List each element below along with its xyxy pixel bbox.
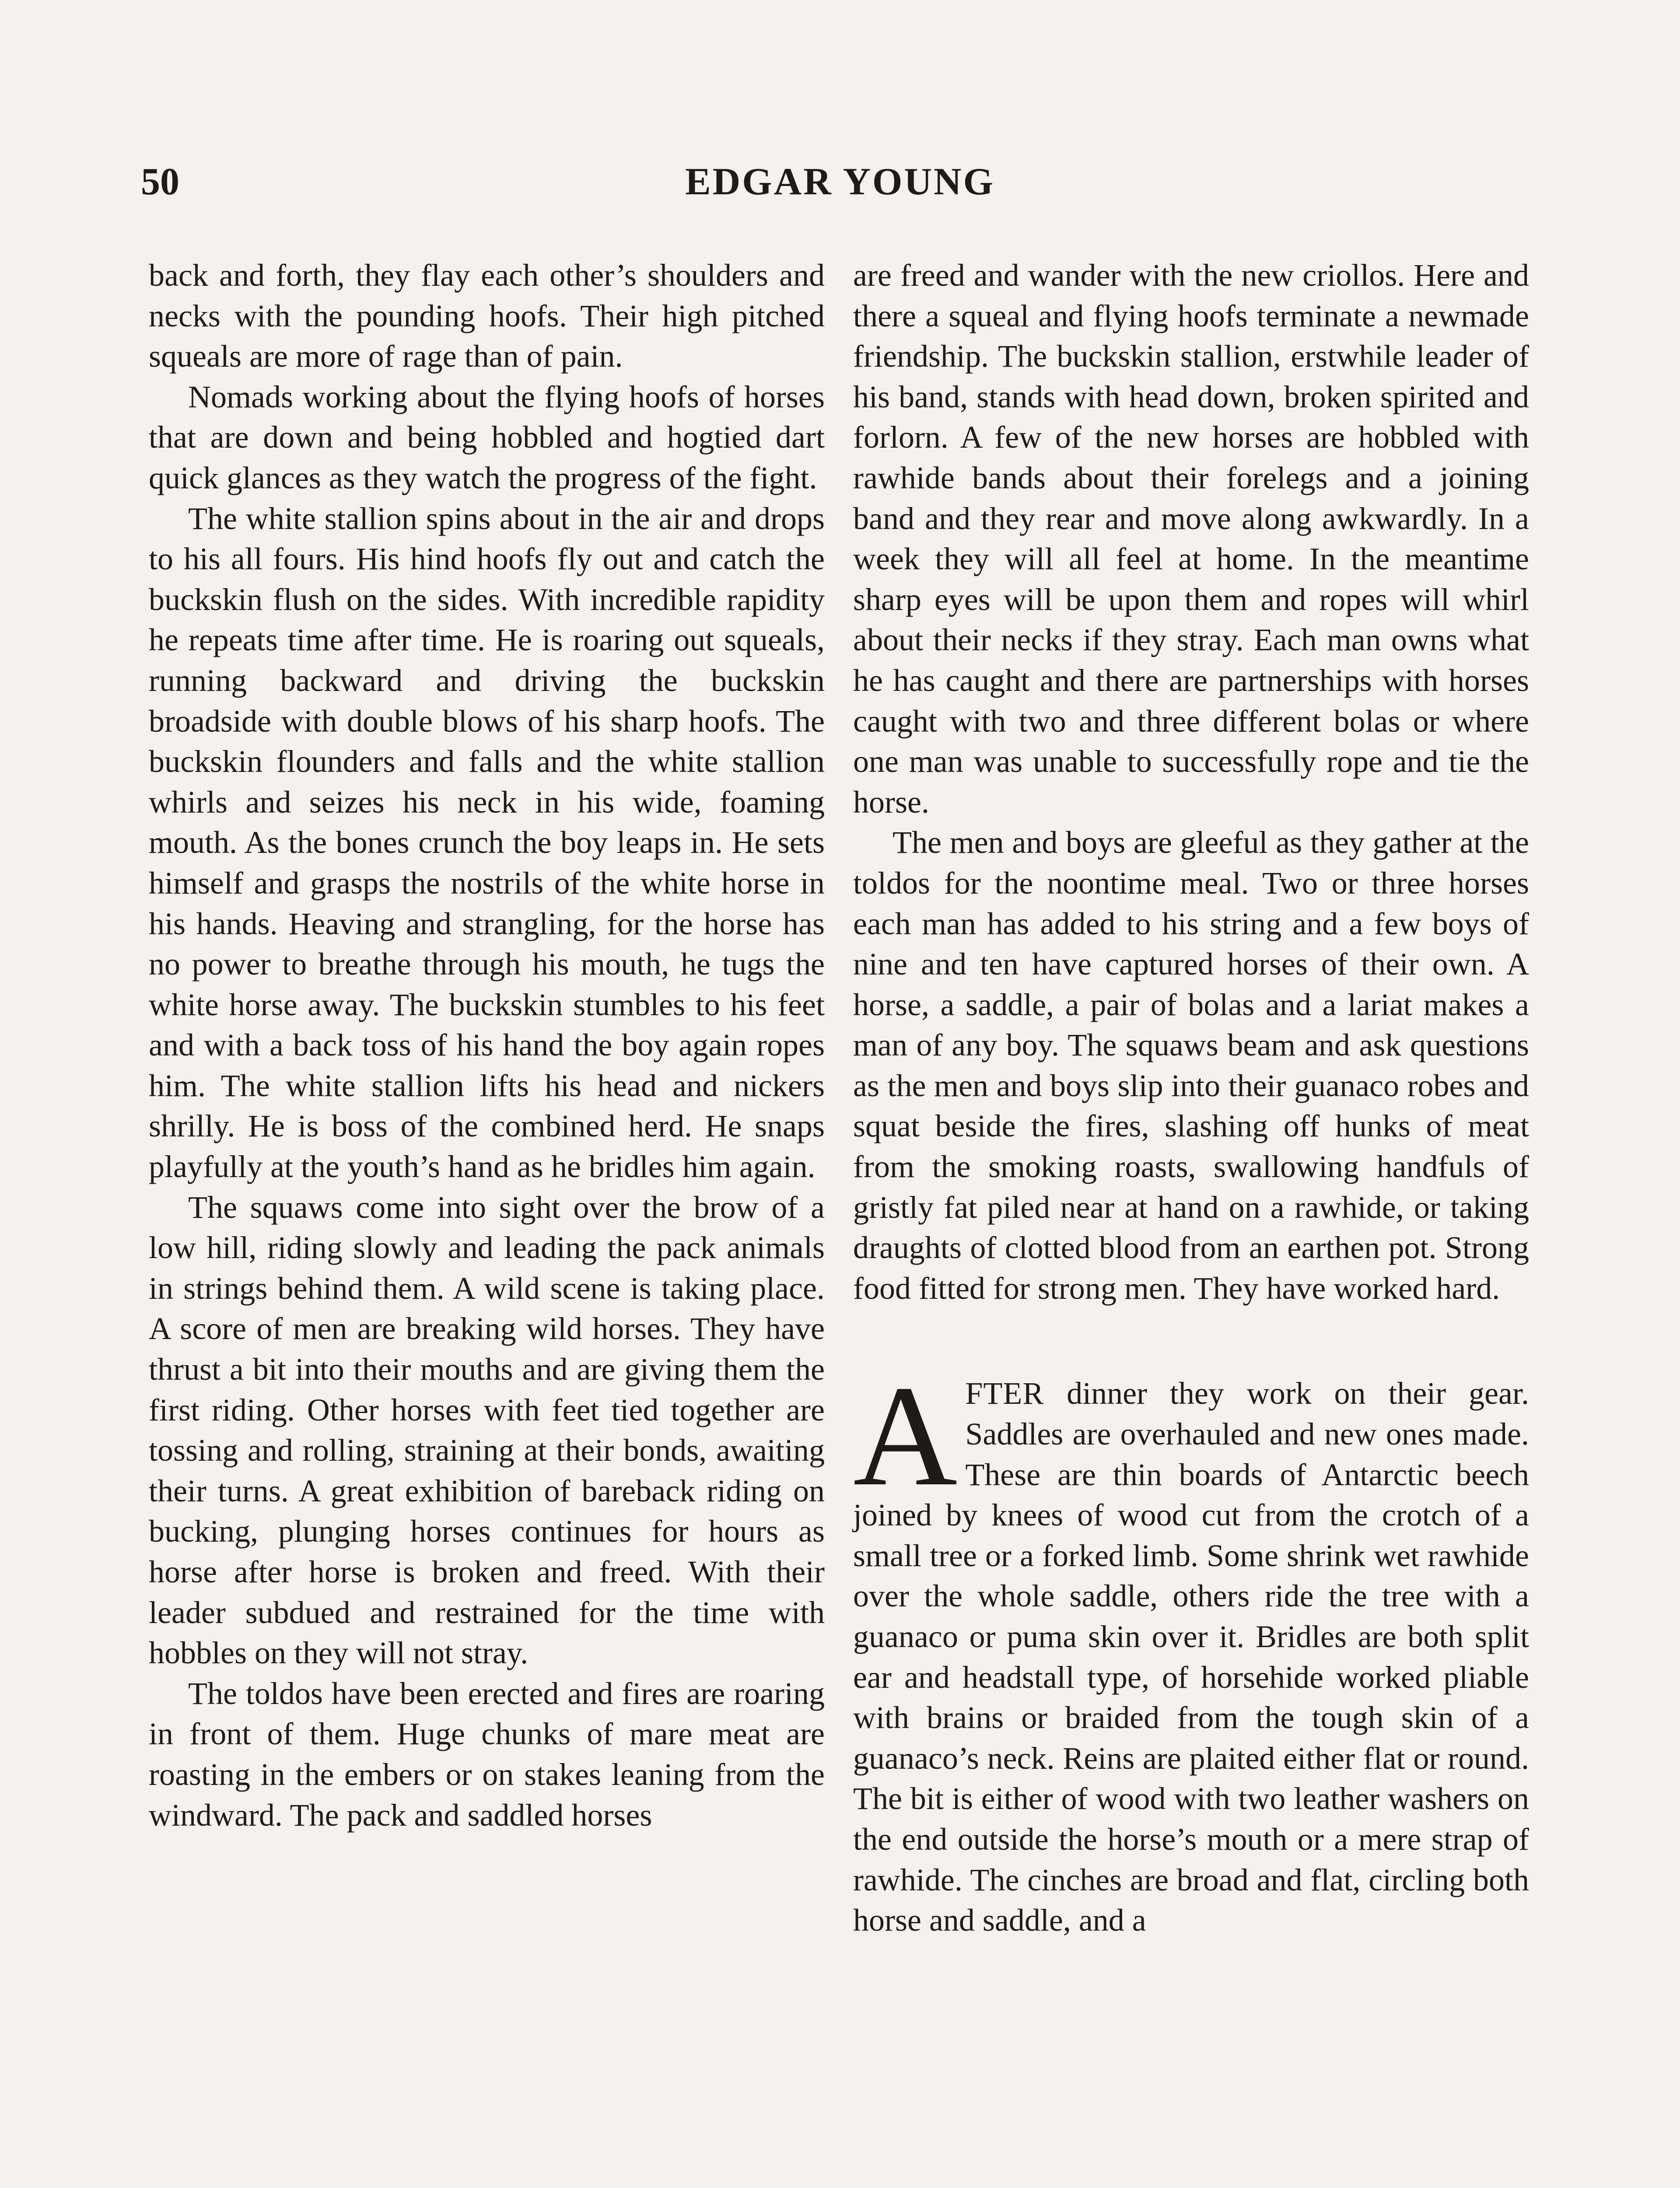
right-column [853,255,1529,1941]
paragraph: are freed and wander with the new criollos. Here and there a squeal and flying hoofs terminate a newmade friendship. The buckskin stallion, erstwhile leader of his band, stands with head down, broken spirited and forlorn. A few of the new horses are hobbled with rawhide bands about their forelegs and a joining band and they rear and move along awkwardly. In a week they will all feel at home. In the meantime sharp eyes will be upon them and ropes will whirl about their necks if they stray. Each man owns what he has caught and there are partnerships with horses caught with two and three different bolas or where one man was unable to successfully rope and tie the horse. [853,258,1529,820]
running-head: EDGAR YOUNG [685,161,995,203]
paragraph: Nomads working about the flying hoofs of horses that are down and being hobbled and hogtied dart quick glances as they watch the progress of the fight. [149,379,825,495]
paragraph: The toldos have been erected and fires are roaring in front of them. Huge chunks of mare meat are roasting in the embers or on stakes leaning from the windward. The pack and saddled horses [149,1676,825,1833]
page-number: 50 [141,161,179,203]
section-opening-paragraph [853,1356,1529,1940]
paragraph-text: dinner they work on their gear. Saddles are overhauled and new ones made. These are thin boards of Antarctic beech joined by knees of wood cut from the crotch of a small tree or a forked limb. Some shrink wet rawhide over the whole saddle, others ride the tree with a guanaco or puma skin over it. Bridles are both split ear and headstall type, of horsehide worked pliable with brains or braided from the tough skin of a guanaco’s neck. Reins are plaited either flat or round. The bit is either of wood with two leather washers on the end outside the horse’s mouth or a mere strap of rawhide. The cinches are broad and flat, circling both horse and saddle, and a [853,1376,1529,1938]
paragraph: The white stallion spins about in the air and drops to his all fours. His hind hoofs fly out and catch the buckskin flush on the sides. With incredible rapidity he repeats time after time. He is roaring out squeals, running backward and driving the buckskin broadside with double blows of his sharp hoofs. The buckskin flounders and falls and the white stallion whirls and seizes his neck in his wide, foaming mouth. As the bones crunch the boy leaps in. He sets himself and grasps the nostrils of the white horse in his hands. Heaving and strangling, for the horse has no power to breathe through his mouth, he tugs the white horse away. The buckskin stumbles to his feet and with a back toss of his hand the boy again ropes him. The white stallion lifts his head and nickers shrilly. He is boss of the combined herd. He snaps playfully at the youth’s hand as he bridles him again. [149,501,825,1185]
paragraph: The men and boys are gleeful as they gather at the toldos for the noontime meal. Two or three horses each man has added to his string and a few boys of nine and ten have captured horses of their own. A horse, a saddle, a pair of bolas and a lariat makes a man of any boy. The squaws beam and ask questions as the men and boys slip into their guanaco robes and squat beside the fires, slashing off hunks of meat from the smoking roasts, swallowing handfuls of gristly fat piled near at hand on a rawhide, or taking draughts of clotted blood from an earthen pot. Strong food fitted for strong men. They have worked hard. [853,825,1529,1306]
paragraph: back and forth, they flay each other’s shoulders and necks with the pounding hoofs. Their high pitched squeals are more of rage than of pain. [149,258,825,374]
left-column [149,255,825,1835]
lead-in: FTER [965,1376,1044,1411]
drop-cap: A [853,1356,958,1516]
paragraph: The squaws come into sight over the brow of a low hill, riding slowly and leading the pack animals in strings behind them. A wild scene is taking place. A score of men are breaking wild horses. They have thrust a bit into their mouths and are giving them the first riding. Other horses with feet tied together are tossing and rolling, straining at their bonds, awaiting their turns. A great exhibition of bareback riding on bucking, plunging horses continues for hours as horse after horse is broken and freed. With their leader subdued and restrained for the time with hobbles on they will not stray. [149,1189,825,1671]
